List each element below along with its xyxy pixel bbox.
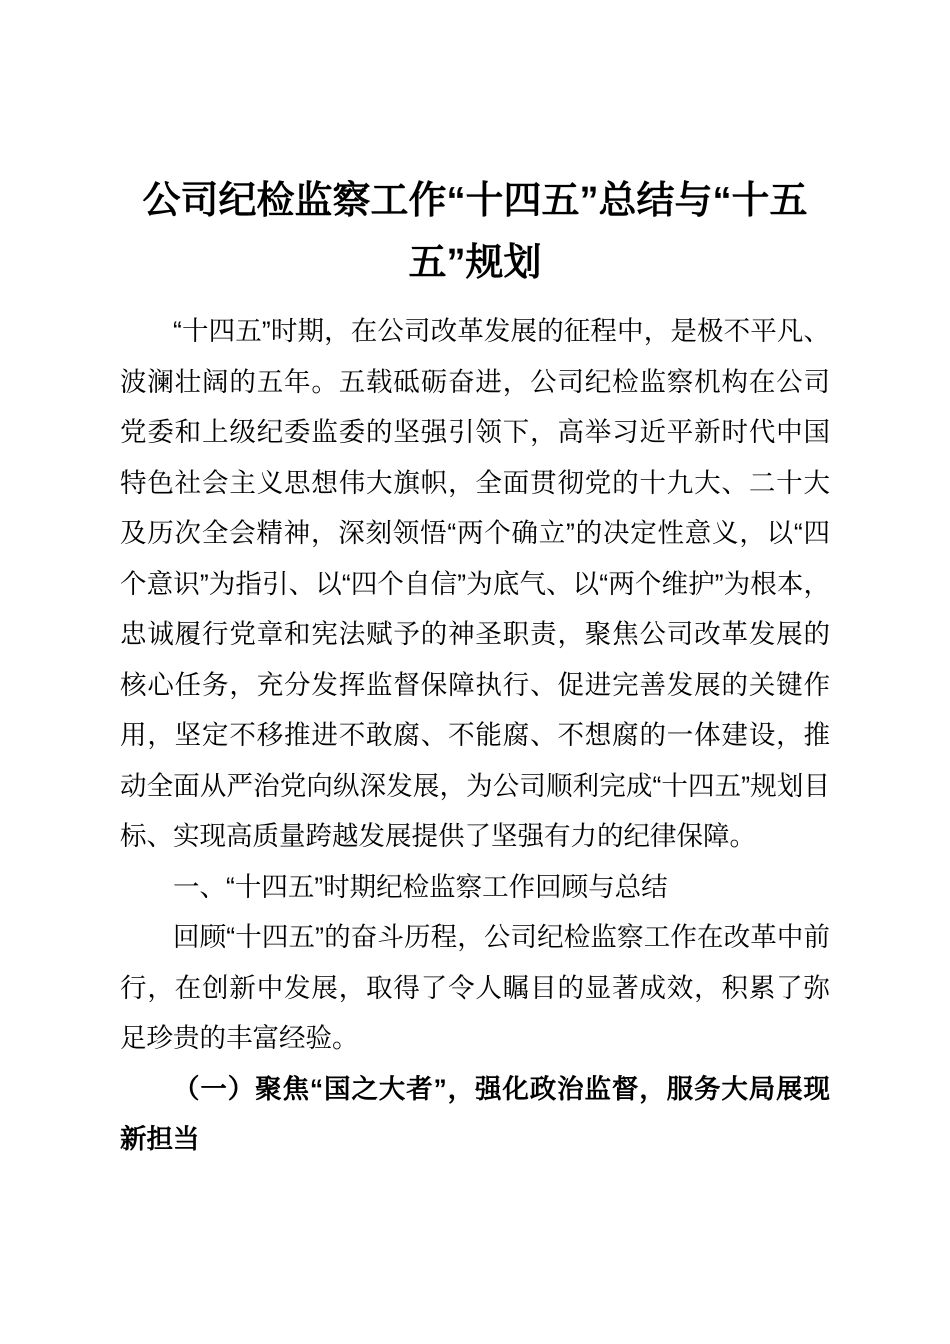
paragraph-intro: “十四五”时期，在公司改革发展的征程中，是极不平凡、波澜壮阔的五年。五载砥砺奋进，公司纪检监察机构在公司党委和上级纪委监委的坚强引领下，高举习近平新时代中国特色社会主义思想伟大旗帜，全面贯彻党的十九大、二十大及历次全会精神，深刻领悟“两个确立”的决定性意义，以“四个意识”为指引、以“四个自信”为底气、以“两个维护”为根本，忠诚履行党章和宪法赋予的神圣职责，聚焦公司改革发展的核心任务，充分发挥监督保障执行、促进完善发展的关键作用，坚定不移推进不敢腐、不能腐、不想腐的一体建设，推动全面从严治党向纵深发展，为公司顺利完成“十四五”规划目标、实现高质量跨越发展提供了坚强有力的纪律保障。 (120, 316, 830, 851)
document-title: 公司纪检监察工作“十四五”总结与“十五五”规划 (142, 180, 808, 284)
section-heading-review-summary: 一、“十四五”时期纪检监察工作回顾与总结 (173, 871, 668, 902)
document-body (120, 170, 830, 1165)
subsection-heading-political-supervision: （一）聚焦“国之大者”，强化政治监督，服务大局展现新担当 (120, 1073, 830, 1154)
paragraph-review: 回顾“十四五”的奋斗历程，公司纪检监察工作在改革中前行，在创新中发展，取得了令人瞩目的显著成效，积累了弥足珍贵的丰富经验。 (120, 922, 830, 1053)
